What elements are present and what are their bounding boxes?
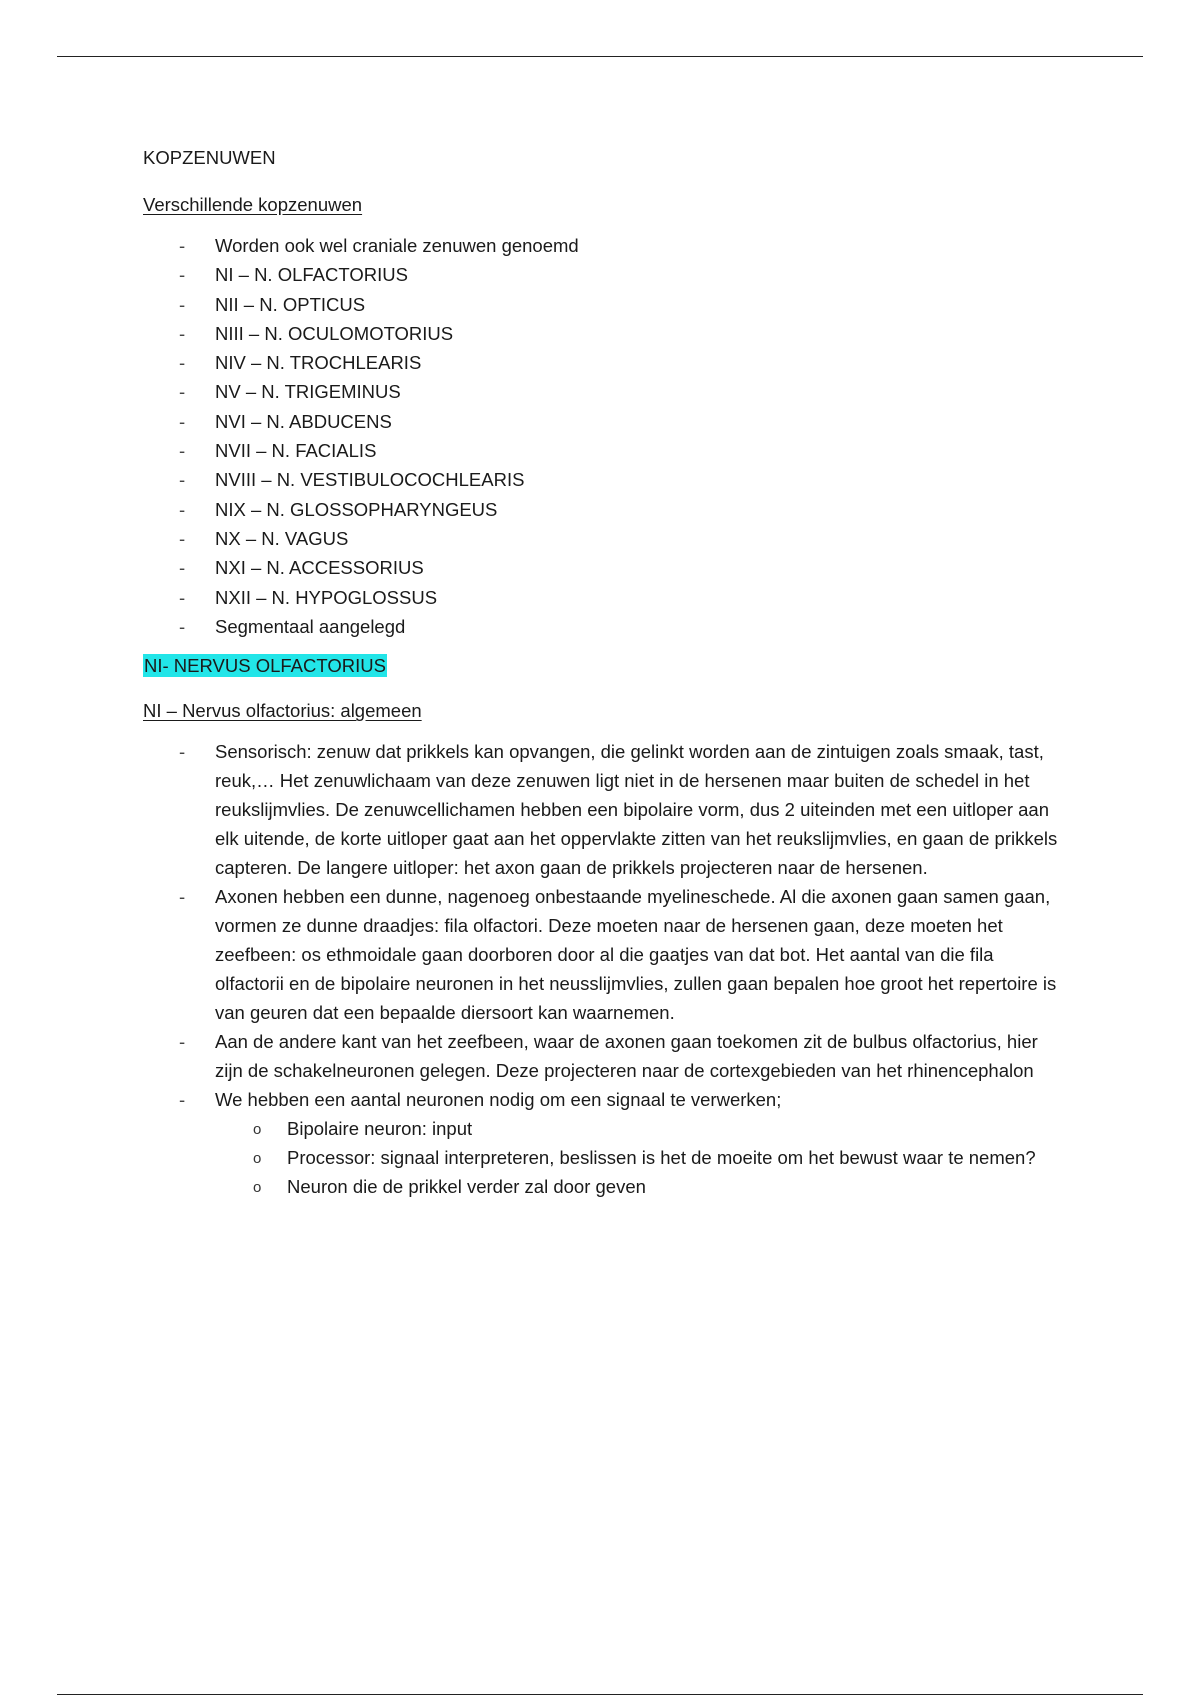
dash-bullet-icon: - (179, 264, 186, 286)
dash-bullet-icon: - (179, 469, 186, 491)
document-body (143, 143, 1063, 1211)
list-item: - NVIII – N. VESTIBULOCOCHLEARIS (143, 465, 1063, 494)
sublist-item: o Bipolaire neuron: input (215, 1114, 1063, 1143)
list-item: - NIX – N. GLOSSOPHARYNGEUS (143, 495, 1063, 524)
cranial-nerve-list (143, 231, 1063, 641)
highlight-text: NI- NERVUS OLFACTORIUS (144, 655, 386, 677)
list-item: - NX – N. VAGUS (143, 524, 1063, 553)
dash-bullet-icon: - (179, 1089, 186, 1111)
list-item: - NIV – N. TROCHLEARIS (143, 348, 1063, 377)
dash-bullet-icon: - (179, 741, 186, 763)
dash-bullet-icon: - (179, 381, 186, 403)
sublist-item: o Processor: signaal interpreteren, beslissen is het de moeite om het bewust waar te nemen? (215, 1143, 1063, 1172)
list-item: - NIII – N. OCULOMOTORIUS (143, 319, 1063, 348)
section-heading-kopzenuwen: Verschillende kopzenuwen (143, 194, 363, 215)
list-item: - Worden ook wel craniale zenuwen genoemd (143, 231, 1063, 260)
sublist-item: o Neuron die de prikkel verder zal door geven (215, 1172, 1063, 1201)
circle-bullet-icon: o (253, 1150, 262, 1168)
dash-bullet-icon: - (179, 527, 186, 549)
header-rule (57, 56, 1143, 57)
dash-bullet-icon: - (179, 352, 186, 374)
dash-bullet-icon: - (179, 615, 186, 637)
dash-bullet-icon: - (179, 322, 186, 344)
section-subheading-olfactorius: NI – Nervus olfactorius: algemeen (143, 700, 422, 722)
dash-bullet-icon: - (179, 235, 186, 256)
dash-bullet-icon: - (179, 557, 186, 579)
dash-bullet-icon: - (179, 586, 186, 608)
list-item: - NI – N. OLFACTORIUS (143, 260, 1063, 289)
dash-bullet-icon: - (179, 498, 186, 520)
circle-bullet-icon: o (253, 1179, 262, 1197)
list-item: - NV – N. TRIGEMINUS (143, 377, 1063, 406)
dash-bullet-icon: - (179, 440, 186, 462)
dash-bullet-icon: - (179, 293, 186, 315)
list-item: - Segmentaal aangelegd (143, 612, 1063, 641)
document-title: KOPZENUWEN (143, 147, 276, 168)
dash-bullet-icon: - (179, 1031, 186, 1053)
list-item: - NII – N. OPTICUS (143, 290, 1063, 319)
list-item: - Sensorisch: zenuw dat prikkels kan opvangen, die gelinkt worden aan de zintuigen zoals smaak, tast, reuk,… Het zenuwlichaam van deze zenuwen ligt niet in de hersenen maar buiten de schedel in het reukslijmvlies. De zenuwcellichamen hebben een bipolaire vorm, dus 2 uiteinden met een uitloper aan elk uitende, de korte uitloper gaat aan het oppervlakte zitten van het reukslijmvlies, en gaan de prikkels capteren. De langere uitloper: het axon gaan de prikkels projecteren naar de hersenen. (143, 737, 1063, 882)
list-item: - We hebben een aantal neuronen nodig om een signaal te verwerken; o Bipolaire neuron: input o Processor: signaal interpreteren, beslissen is het de moeite om het bewust waar te nemen? o Neuron die de prikkel verder zal door geven (143, 1085, 1063, 1201)
list-item: - NVII – N. FACIALIS (143, 436, 1063, 465)
highlighted-section-heading (143, 651, 1063, 680)
list-item: - Axonen hebben een dunne, nagenoeg onbestaande myelineschede. Al die axonen gaan samen gaan, vormen ze dunne draadjes: fila olfactori. Deze moeten naar de hersenen gaan, deze moeten het zeefbeen: os ethmoidale gaan doorboren door al die gaatjes van dat bot. Het aantal van die fila olfactorii en de bipolaire neuronen in het neusslijmvlies, zullen gaan bepalen hoe groot het repertoire is van geuren dat een bepaalde diersoort kan waarnemen. (143, 882, 1063, 1027)
list-item: - NXI – N. ACCESSORIUS (143, 553, 1063, 582)
footer-rule (57, 1694, 1143, 1695)
olfactorius-paragraph-list (143, 737, 1063, 1201)
dash-bullet-icon: - (179, 410, 186, 432)
dash-bullet-icon: - (179, 886, 186, 908)
circle-bullet-icon: o (253, 1121, 262, 1139)
list-item: - Aan de andere kant van het zeefbeen, waar de axonen gaan toekomen zit de bulbus olfactorius, hier zijn de schakelneuronen gelegen. Deze projecteren naar de cortexgebieden van het rhinencephalon (143, 1027, 1063, 1085)
neuron-sublist (215, 1114, 1063, 1201)
list-item: - NVI – N. ABDUCENS (143, 407, 1063, 436)
list-item: - NXII – N. HYPOGLOSSUS (143, 583, 1063, 612)
